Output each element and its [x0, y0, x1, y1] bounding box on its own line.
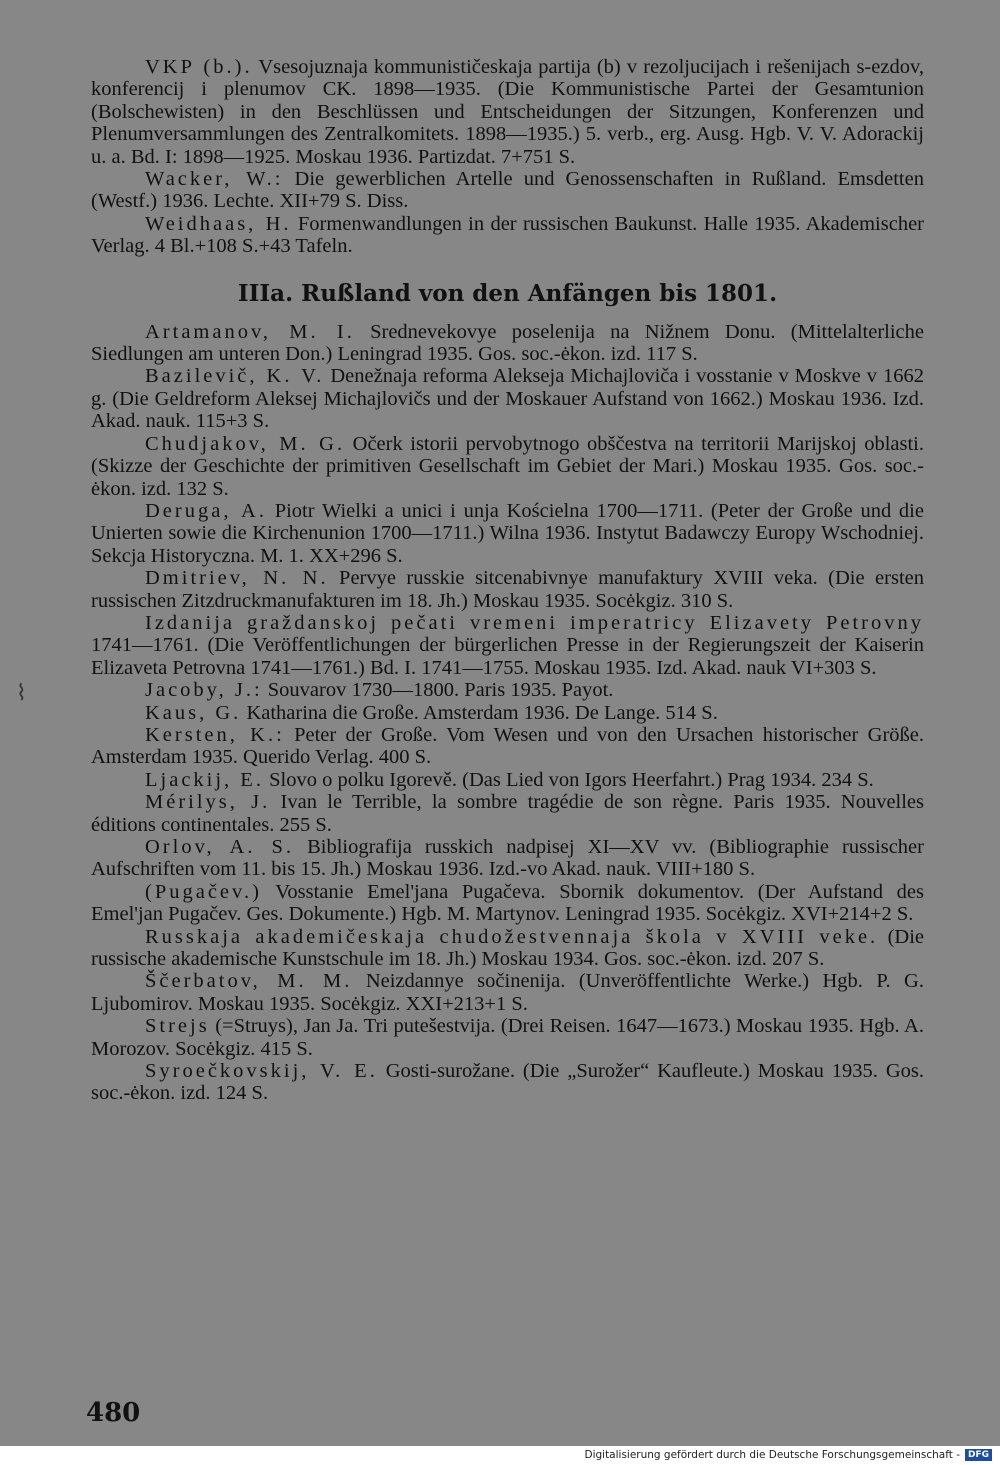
- bibliography-entry: [91, 1060, 924, 1105]
- entry-text: Vosstanie Emel'jana Pugačeva. Sbornik dokumentov. (Der Aufstand des Emel'jan Pugačev. Ges. Dokumente.) Hgb. M. Martynov. Leningrad 1935. Socėkgiz. XVI+214+2 S.: [91, 880, 924, 926]
- entry-text: Očerk istorii pervobytnogo obščestva na territorii Marijskoj oblasti. (Skizze der Geschichte der primitiven Gesellschaft im Gebiet der Mari.) Moskau 1935. Gos. soc.-ėkon. izd. 132 S.: [91, 432, 924, 500]
- entry-text: Ivan le Terrible, la sombre tragédie de son règne. Paris 1935. Nouvelles éditions continentales. 255 S.: [91, 791, 925, 836]
- entry-text: Vsesojuznaja kommunističeskaja partija (b) v rezoljucijach i rešenijach s-ezdov, konferencij i plenumov CK. 1898—1935. (Die Kommunistische Partei der Gesamtunion (Bolschewisten) in den Beschlüssen und Entscheidungen der Sitzungen, Konferenzen und Plenumversammlungen des Zentralkomitets. 1898—1935.) 5. verb., erg. Ausg. Hgb. V. V. Adorackij u. a. Bd. I: 1898—1925. Moskau 1936. Partizdat. 7+751 S.: [91, 56, 924, 168]
- bibliography-entry: [91, 970, 924, 1015]
- entry-text: 1741—1761. (Die Veröffentlichungen der bürgerlichen Presse in der Regierungszeit der Kaiserin Elizaveta Petrovna 1741—1761.) Bd. I. 1741—1755. Moskau 1935. Izd. Akad. nauk VI+303 S.: [91, 634, 924, 679]
- bibliography-entry: [91, 168, 924, 213]
- entry-author: Syroečkovskij, V. E.: [145, 1060, 378, 1083]
- entry-text: Slovo o polku Igorevě. (Das Lied von Igors Heerfahrt.) Prag 1934. 234 S.: [263, 768, 874, 791]
- bibliography-entry: [91, 926, 924, 971]
- entry-text: Bibliografija russkich nadpisej XI—XV vv. (Bibliographie russischer Aufschriften vom 11. bis 15. Jh.) Moskau 1936. Izd.-vo Akad. nauk. VIII+180 S.: [91, 836, 924, 881]
- entry-author: Orlov, A. S.: [145, 836, 295, 858]
- entry-author: Ščerbatov, M. M.: [145, 970, 353, 993]
- page-content: [91, 56, 924, 1105]
- entry-text: (=Struys), Jan Ja. Tri putešestvija. (Drei Reisen. 1647—1673.) Moskau 1935. Hgb. A. Morozov. Socėkgiz. 415 S.: [91, 1015, 924, 1060]
- bibliography-entry: [91, 56, 924, 168]
- entry-text: Peter der Große. Vom Wesen und von den Ursachen historischer Größe. Amsterdam 1935. Querido Verlag. 400 S.: [91, 723, 924, 769]
- section-title: IIIa. Rußland von den Anfängen bis 1801.: [237, 279, 778, 307]
- entry-author: VKP (b.).: [145, 56, 253, 78]
- entry-text: Katharina die Große. Amsterdam 1936. De Lange. 514 S.: [241, 701, 718, 724]
- entry-text: (Die russische akademische Kunstschule im 18. Jh.) Moskau 1934. Gos. soc.-ėkon. izd. 207 S.: [91, 925, 924, 971]
- entry-text: Denežnaja reforma Alekseja Michajloviča i vosstanie v Moskve v 1662 g. (Die Geldreform Aleksej Michajlovičs und der Moskauer Aufstand von 1662.) Moskau 1936. Izd. Akad. nauk. 115+3 S.: [91, 365, 924, 433]
- entry-author: Dmitriev, N. N.: [145, 567, 329, 590]
- bibliography-entry: [91, 881, 924, 926]
- entry-author: Strejs: [145, 1015, 210, 1038]
- entry-author: (Pugačev.): [145, 880, 262, 903]
- bibliography-entry: [91, 433, 924, 500]
- bibliography-entry: [91, 702, 924, 724]
- entry-text: Gosti-surožane. (Die „Surožer“ Kaufleute.) Moskau 1935. Gos. soc.-ėkon. izd. 124 S.: [91, 1060, 924, 1105]
- dfg-logo: DFG: [965, 1449, 992, 1461]
- entry-text: Die gewerblichen Artelle und Genossenschaften in Rußland. Emsdetten (Westf.) 1936. Lechte. XII+79 S. Diss.: [91, 168, 924, 213]
- entry-author: Jacoby, J.:: [145, 679, 263, 702]
- bibliography-entry: [91, 213, 924, 258]
- bibliography-entry: [91, 567, 924, 612]
- bibliography-entry: [91, 724, 924, 769]
- margin-mark: ⌇: [16, 680, 27, 705]
- entry-author: Wacker, W.:: [145, 168, 284, 191]
- bibliography-entry: [91, 836, 924, 881]
- bibliography-entry: [91, 365, 924, 432]
- entry-author: Chudjakov, M. G.: [145, 432, 346, 455]
- entry-author: Deruga, A.: [145, 499, 267, 522]
- entry-text: Formenwandlungen in der russischen Baukunst. Halle 1935. Akademischer Verlag. 4 Bl.+108 S.+43 Tafeln.: [91, 212, 924, 258]
- entry-author: Kersten, K.:: [145, 723, 285, 746]
- bibliography-entry: [91, 769, 924, 791]
- entry-author: Izdanija graždanskoj pečati vremeni imperatricy Elizavety Petrovny: [145, 611, 924, 634]
- bibliography-entry: [91, 321, 924, 366]
- entry-author: Weidhaas, H.: [145, 212, 292, 235]
- bibliography-entry: [91, 679, 924, 701]
- bibliography-entry: [91, 791, 924, 836]
- bibliography-list: [91, 321, 924, 1105]
- entry-text: Piotr Wielki a unici i unja Kościelna 1700—1711. (Peter der Große und die Unierten sowie die Kirchenunion 1700—1711.) Wilna 1936. Instytut Badawczy Europy Wschodniej. Sekcja Historyczna. M. 1. XX+296 S.: [91, 499, 924, 567]
- entry-author: Russkaja akademičeskaja chudožestvennaja škola v XVIII veke.: [145, 925, 879, 948]
- entry-text: Neizdannye sočinenija. (Unveröffentlichte Werke.) Hgb. P. G. Ljubomirov. Moskau 1935. Socėkgiz. XXI+213+1 S.: [91, 970, 924, 1015]
- entry-author: Ljackij, E.: [145, 768, 264, 791]
- entry-text: Souvarov 1730—1800. Paris 1935. Payot.: [262, 679, 614, 702]
- entry-author: Artamanov, M. I.: [145, 320, 355, 343]
- page-number: 480: [86, 1398, 141, 1428]
- entry-text: Srednevekovye poselenija na Nižnem Donu. (Mittelalterliche Siedlungen am unteren Don.) Leningrad 1935. Gos. soc.-ėkon. izd. 117 S.: [91, 320, 924, 366]
- entry-author: Kaus, G.: [145, 701, 242, 724]
- footer-text: Digitalisierung gefördert durch die Deutsche Forschungsgemeinschaft -: [584, 1449, 960, 1461]
- intro-entries: [91, 56, 924, 258]
- bibliography-entry: [91, 1015, 924, 1060]
- bibliography-entry: [91, 500, 924, 567]
- bibliography-entry: [91, 612, 924, 679]
- entry-author: Bazilevič, K. V.: [145, 365, 325, 388]
- entry-text: Pervye russkie sitcenabivnye manufaktury XVIII veka. (Die ersten russischen Zitzdruckmanufakturen im 18. Jh.) Moskau 1935. Socėkgiz. 310 S.: [91, 567, 924, 612]
- entry-author: Mérilys, J.: [145, 791, 271, 814]
